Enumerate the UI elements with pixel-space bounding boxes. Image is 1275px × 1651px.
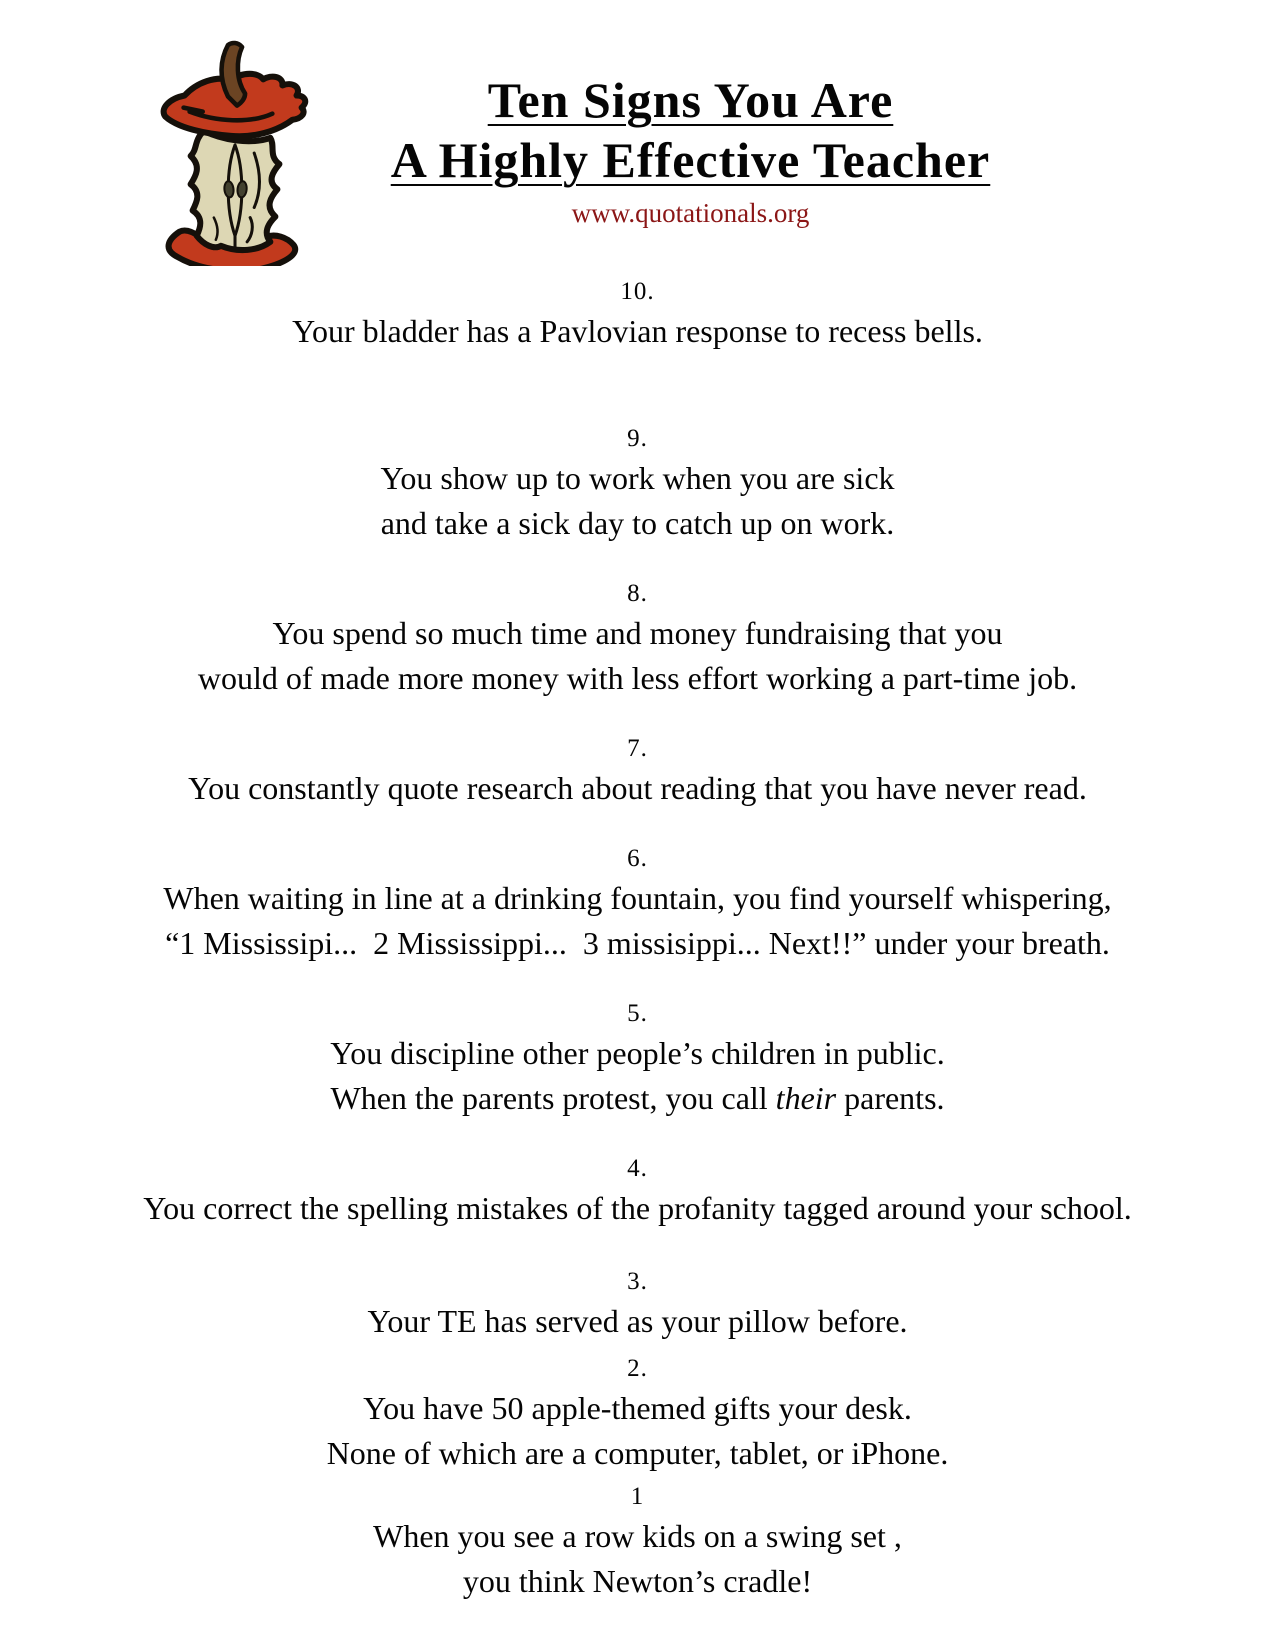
item-text [0,1186,1275,1231]
page-title-line1: Ten Signs You Are [487,72,894,128]
text-line: “1 Mississipi... 2 Mississippi... 3 missisippi... Next!!” under your breath. [165,925,1110,961]
text-line: When you see a row kids on a swing set , [373,1518,902,1554]
text-line: You have 50 apple-themed gifts your desk. [363,1390,912,1426]
list-item [0,1354,1275,1476]
item-number: 10. [620,278,655,305]
list-item [0,277,1275,354]
item-number: 9. [627,425,648,452]
item-text [0,1299,1275,1344]
list-item [0,734,1275,811]
text-line: you think Newton’s cradle! [462,1563,813,1599]
text-line: would of made more money with less effort working a part-time job. [197,660,1078,696]
text-line: You discipline other people’s children in public. [330,1035,945,1071]
item-text [0,611,1275,701]
website-url: www.quotationals.org [571,198,810,228]
item-text [0,766,1275,811]
item-number: 2. [627,1355,648,1382]
apple-core-clipart [155,38,311,266]
item-number: 5. [627,1000,648,1027]
text-line: Your bladder has a Pavlovian response to recess bells. [292,313,983,349]
item-text [0,456,1275,546]
text-line: None of which are a computer, tablet, or iPhone. [326,1435,949,1471]
italic-word: their [775,1080,837,1116]
list-item [0,844,1275,966]
items-list [0,277,1275,1604]
item-number: 3. [627,1268,648,1295]
item-text [0,1386,1275,1476]
apple-core-icon [155,38,311,266]
list-item [0,1267,1275,1344]
text-line: You constantly quote research about reading that you have never read. [188,770,1087,806]
text-line: You show up to work when you are sick [380,460,895,496]
page-title-line2: A Highly Effective Teacher [390,132,991,188]
item-text [0,876,1275,966]
list-item [0,1482,1275,1604]
text-line: Your TE has served as your pillow before. [367,1303,908,1339]
item-number: 7. [627,735,648,762]
text-line: You correct the spelling mistakes of the profanity tagged around your school. [143,1190,1132,1226]
list-item [0,424,1275,546]
item-text [0,1514,1275,1604]
text-line: When waiting in line at a drinking fountain, you find yourself whispering, [163,880,1112,916]
item-number: 8. [627,580,648,607]
item-number: 1 [630,1483,645,1510]
item-text [0,1031,1275,1121]
text-line: You spend so much time and money fundraising that you [272,615,1003,651]
list-item [0,579,1275,701]
item-number: 4. [627,1155,648,1182]
list-item [0,999,1275,1121]
text-line: When the parents protest, you call their parents. [330,1080,945,1116]
item-number: 6. [627,845,648,872]
text-line: and take a sick day to catch up on work. [380,505,895,541]
item-text [0,309,1275,354]
list-item [0,1154,1275,1231]
